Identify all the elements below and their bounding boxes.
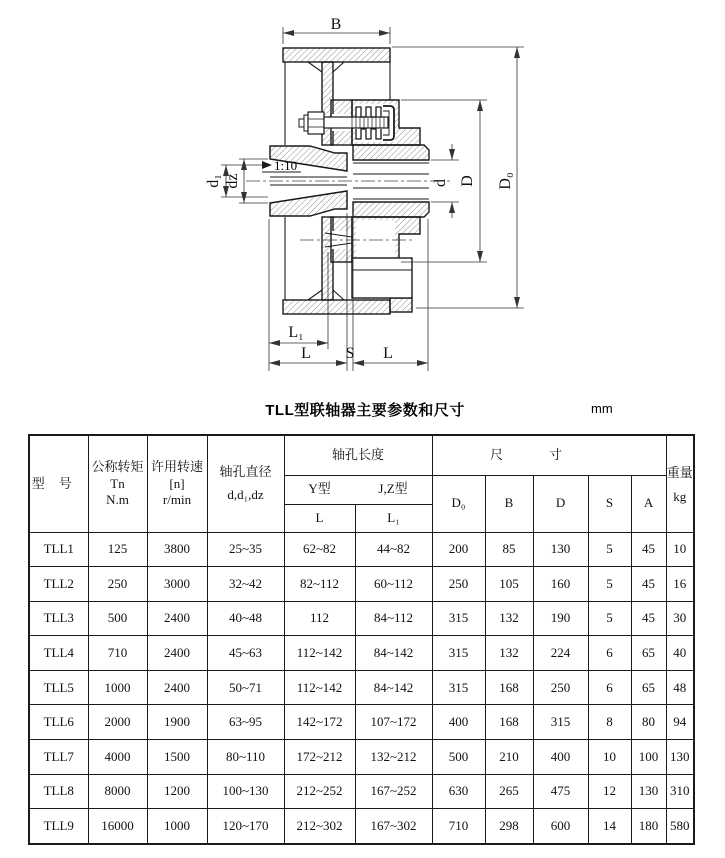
value-cell: 84~142 (355, 636, 432, 671)
value-cell: 48 (666, 670, 694, 705)
value-cell: 6 (588, 636, 631, 671)
value-cell: 710 (88, 636, 147, 671)
value-cell: 580 (666, 809, 694, 844)
value-cell: 250 (88, 567, 147, 602)
value-cell: 85 (485, 532, 533, 567)
header-model: 型号 (29, 435, 88, 532)
value-cell: 14 (588, 809, 631, 844)
header-bore-types (284, 475, 432, 504)
value-cell: 142~172 (284, 705, 355, 740)
value-cell: 475 (533, 774, 588, 809)
value-cell: 80~110 (207, 740, 284, 775)
value-cell: 40 (666, 636, 694, 671)
taper-label: 1:10 (274, 158, 298, 173)
value-cell: 65 (631, 636, 666, 671)
dim-label-s: S (345, 345, 355, 362)
table-row (29, 636, 694, 671)
value-cell: 12 (588, 774, 631, 809)
parameter-table (28, 434, 695, 845)
value-cell: 16000 (88, 809, 147, 844)
value-cell: 5 (588, 601, 631, 636)
value-cell: 60~112 (355, 567, 432, 602)
value-cell: 5 (588, 532, 631, 567)
value-cell: 710 (432, 809, 485, 844)
table-row (29, 705, 694, 740)
value-cell: 630 (432, 774, 485, 809)
value-cell: 45~63 (207, 636, 284, 671)
value-cell: 100 (631, 740, 666, 775)
value-cell: 105 (485, 567, 533, 602)
value-cell: 1900 (147, 705, 207, 740)
value-cell: 132~212 (355, 740, 432, 775)
value-cell: 10 (666, 532, 694, 567)
value-cell: 315 (432, 601, 485, 636)
value-cell: 3800 (147, 532, 207, 567)
value-cell: 84~142 (355, 670, 432, 705)
value-cell: 45 (631, 601, 666, 636)
value-cell: 298 (485, 809, 533, 844)
brake-rim-bottom (283, 300, 390, 314)
value-cell: 250 (432, 567, 485, 602)
value-cell: 172~212 (284, 740, 355, 775)
model-cell: TLL2 (29, 567, 88, 602)
taper-mark (262, 158, 301, 173)
header-torque: 公称转矩 Tn N.m (88, 435, 147, 532)
value-cell: 65 (631, 670, 666, 705)
header-dims: 尺寸 (432, 435, 666, 475)
brake-rim-bottom-ext (390, 298, 412, 312)
value-cell: 100~130 (207, 774, 284, 809)
value-cell: 32~42 (207, 567, 284, 602)
header-col-b: B (485, 475, 533, 532)
dim-label-l1: L₁ (288, 324, 304, 341)
dim-label-b: B (330, 16, 342, 33)
value-cell: 210 (485, 740, 533, 775)
value-cell: 130 (533, 532, 588, 567)
value-cell: 80 (631, 705, 666, 740)
value-cell: 1200 (147, 774, 207, 809)
value-cell: 1000 (147, 809, 207, 844)
header-speed: 许用转速 [n] r/min (147, 435, 207, 532)
value-cell: 130 (631, 774, 666, 809)
value-cell: 168 (485, 670, 533, 705)
taper-triangle-icon (262, 161, 272, 169)
value-cell: 5 (588, 567, 631, 602)
table-row (29, 567, 694, 602)
value-cell: 40~48 (207, 601, 284, 636)
header-col-l1: L₁ (355, 504, 432, 532)
value-cell: 6 (588, 670, 631, 705)
value-cell: 315 (432, 636, 485, 671)
left-hub-bottom (270, 191, 347, 216)
dim-label-d-bore: d (432, 179, 449, 187)
value-cell: 224 (533, 636, 588, 671)
header-weight: 重量 kg (666, 435, 694, 532)
value-cell: 2400 (147, 670, 207, 705)
value-cell: 190 (533, 601, 588, 636)
bolt-nut (308, 112, 324, 134)
value-cell: 167~252 (355, 774, 432, 809)
table-row (29, 532, 694, 567)
value-cell: 112~142 (284, 670, 355, 705)
value-cell: 4000 (88, 740, 147, 775)
dim-label-d-outer: D (459, 175, 476, 187)
value-cell: 315 (432, 670, 485, 705)
model-cell: TLL6 (29, 705, 88, 740)
header-col-l: L (284, 504, 355, 532)
model-cell: TLL3 (29, 601, 88, 636)
value-cell: 400 (432, 705, 485, 740)
value-cell: 167~302 (355, 809, 432, 844)
value-cell: 10 (588, 740, 631, 775)
technical-drawing (0, 0, 725, 400)
header-col-d0: D₀ (432, 475, 485, 532)
value-cell: 2400 (147, 636, 207, 671)
header-y-type: Y型 (308, 481, 331, 497)
value-cell: 45 (631, 567, 666, 602)
dim-label-d1: d₁ (205, 174, 222, 188)
dim-label-dz: dz (224, 173, 241, 189)
value-cell: 132 (485, 636, 533, 671)
value-cell: 212~302 (284, 809, 355, 844)
value-cell: 160 (533, 567, 588, 602)
value-cell: 16 (666, 567, 694, 602)
value-cell: 315 (533, 705, 588, 740)
value-cell: 3000 (147, 567, 207, 602)
value-cell: 82~112 (284, 567, 355, 602)
model-cell: TLL5 (29, 670, 88, 705)
value-cell: 62~82 (284, 532, 355, 567)
bolt-washer (304, 115, 308, 131)
value-cell: 50~71 (207, 670, 284, 705)
value-cell: 600 (533, 809, 588, 844)
spring-cavity-bottom (356, 220, 395, 258)
value-cell: 265 (485, 774, 533, 809)
unit-label: mm (591, 401, 613, 416)
value-cell: 8000 (88, 774, 147, 809)
model-cell: TLL7 (29, 740, 88, 775)
value-cell: 120~170 (207, 809, 284, 844)
value-cell: 112~142 (284, 636, 355, 671)
model-cell: TLL9 (29, 809, 88, 844)
model-cell: TLL1 (29, 532, 88, 567)
value-cell: 130 (666, 740, 694, 775)
table-row (29, 774, 694, 809)
brake-rim-top (283, 48, 390, 62)
dim-label-d0: D₀ (497, 172, 514, 190)
header-col-d: D (533, 475, 588, 532)
bolt-end (299, 119, 304, 127)
model-cell: TLL8 (29, 774, 88, 809)
value-cell: 30 (666, 601, 694, 636)
table-row (29, 670, 694, 705)
value-cell: 200 (432, 532, 485, 567)
value-cell: 112 (284, 601, 355, 636)
table-title: TLL型联轴器主要参数和尺寸 (265, 402, 465, 419)
value-cell: 212~252 (284, 774, 355, 809)
value-cell: 2400 (147, 601, 207, 636)
header-bore-length: 轴孔长度 (284, 435, 432, 475)
right-hub-top (353, 145, 429, 160)
value-cell: 107~172 (355, 705, 432, 740)
value-cell: 500 (432, 740, 485, 775)
value-cell: 400 (533, 740, 588, 775)
value-cell: 125 (88, 532, 147, 567)
dim-label-l-left: L (301, 345, 311, 362)
value-cell: 310 (666, 774, 694, 809)
value-cell: 132 (485, 601, 533, 636)
table-body (29, 532, 694, 844)
header-jz-type: J,Z型 (378, 481, 408, 497)
value-cell: 500 (88, 601, 147, 636)
value-cell: 63~95 (207, 705, 284, 740)
value-cell: 84~112 (355, 601, 432, 636)
value-cell: 94 (666, 705, 694, 740)
value-cell: 168 (485, 705, 533, 740)
model-cell: TLL4 (29, 636, 88, 671)
value-cell: 180 (631, 809, 666, 844)
value-cell: 45 (631, 532, 666, 567)
table-row (29, 809, 694, 844)
dim-label-l-right: L (383, 345, 393, 362)
header-bore-diameter: 轴孔直径 d,d₁,dz (207, 435, 284, 532)
right-hub-bottom (353, 202, 429, 217)
value-cell: 250 (533, 670, 588, 705)
value-cell: 2000 (88, 705, 147, 740)
value-cell: 44~82 (355, 532, 432, 567)
value-cell: 1500 (147, 740, 207, 775)
value-cell: 8 (588, 705, 631, 740)
header-col-s: S (588, 475, 631, 532)
table-row (29, 740, 694, 775)
value-cell: 1000 (88, 670, 147, 705)
jz-hub-block (352, 258, 412, 298)
value-cell: 25~35 (207, 532, 284, 567)
table-row (29, 601, 694, 636)
header-col-a: A (631, 475, 666, 532)
